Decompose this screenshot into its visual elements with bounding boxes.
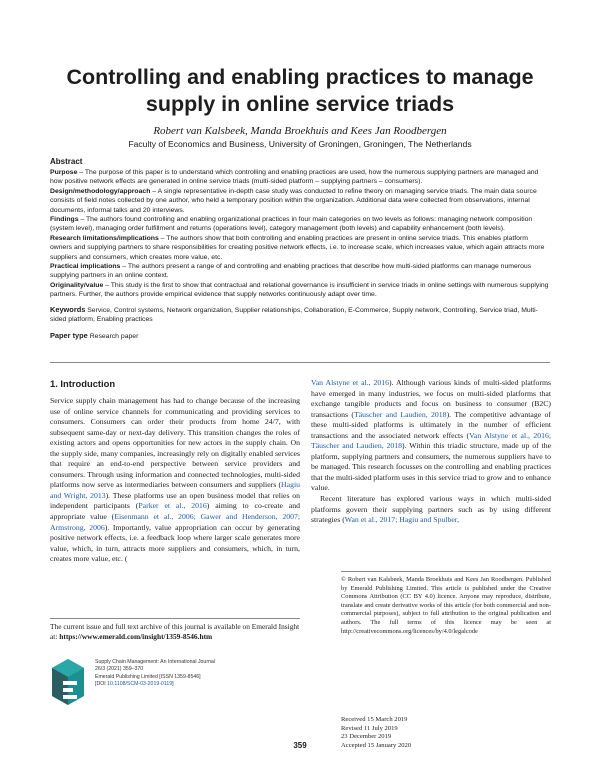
paper-type-label: Paper type — [50, 330, 88, 340]
license-notice — [341, 576, 551, 636]
emerald-logo-icon — [50, 657, 86, 707]
footnote-divider-left — [50, 618, 300, 619]
design-label: Design/methodology/approach — [50, 187, 151, 195]
keywords-label: Keywords — [50, 304, 86, 314]
design-text: – A single representative in-depth case study was conducted to refine theory on managing service triads. The main data source consists of field notes collected by one author, who held a temporary position within the organization. Additional data were collected from observations, internal documents, informal talks and 20 interviews. — [50, 187, 537, 214]
abstract-findings — [50, 215, 550, 234]
page-number: 359 — [293, 741, 307, 750]
abstract-heading: Abstract — [50, 157, 83, 166]
paper-type-text: Research paper — [87, 332, 139, 340]
author-affiliation: Faculty of Economics and Business, University of Groningen, Groningen, The Netherlands — [128, 139, 472, 149]
citation-link[interactable]: Eisenmann et al., 2006; Gawer and Henderson, 2007; Armstrong, 2006 — [50, 512, 300, 532]
text-run: ] — [172, 681, 174, 688]
section-heading-introduction: 1. Introduction — [50, 378, 116, 389]
abstract-purpose — [50, 168, 550, 187]
text-run: ). Importantly, value appropriation can occur by generating positive network effects, i.e. a feedback loop where larger scale generates more value, which, in turn, attracts more suppliers and consumers, which, in turn, creates more value, etc. ( — [50, 522, 300, 564]
body-column-left — [50, 378, 300, 565]
findings-text: – The authors found controlling and enabling organizational practices in four main categories on two levels as follows: managing network composition (system level), managing order fulfillment and returns (operations level), category management (both levels) and capability enhancement (both levels). — [50, 216, 533, 233]
citation-link[interactable]: Hagiu and Wright, 2013 — [50, 480, 300, 500]
doi-link[interactable]: 10.1108/SCM-03-2019-0119 — [107, 681, 173, 688]
citation-link[interactable]: Van Alstyne et al., 2016 — [311, 378, 389, 387]
intro-paragraph-2 — [311, 494, 551, 526]
purpose-label: Purpose — [50, 169, 78, 176]
text-run: ). Within this triadic structure, made up of the platform, supplying partners and consumers, the numerous suppliers have to be managed. This research focusses on the controlling and enabling practices that the multi-sided platform uses in this service triad to grow and to enhance value. — [311, 441, 552, 493]
text-run: ). These platforms use an open business model that relies on independent participants ( — [50, 490, 300, 511]
paper-type — [50, 331, 550, 341]
text-run: Service supply chain management has had to change because of the increasing use of online service channels for communicating and providing services to consumers. Consumers can order their products from home 24/7, with subsequent same-day or next-day delivery. This transition changes the roles of existing actors and opens opportunities for new actors in the supply chain. On the supply side, many companies, increasingly rely on digitally enabled services that require an end-to-end perspective between service providers and consumers. Through using information and connected technologies, multi-sided platforms now serve as intermediaries between consumers and suppliers ( — [50, 396, 300, 490]
findings-label: Findings — [50, 216, 79, 224]
purpose-text: – The purpose of this paper is to understand which controlling and enabling practices are used, how the numerous supplying partners are managed and how positive network effects are generated in online service triads (multi-sided platform – supplying partners – consumers). — [50, 169, 539, 186]
citation-link[interactable]: Parker et al., 2016 — [138, 501, 207, 511]
paper-title: Controlling and enabling practices to manage supply in online service triads — [66, 65, 534, 116]
abstract-divider — [50, 362, 550, 363]
citation-link[interactable]: Van Alstyne et al., 2016; Täuscher and Laudien, 2018 — [311, 430, 552, 451]
license-url-link[interactable]: http://creativecommons.org/licences/by/4.0/legalcode — [341, 627, 478, 635]
body-column-right — [311, 378, 551, 526]
originality-text: – This study is the first to show that contractual and relational governance is insufficient in service triads in online settings with numerous supplying partners. Further, the authors provide empirical evidence that supply networks continuously adapt over time. — [50, 281, 549, 299]
text-run: Recent literature has explored various ways in which multi-sided platforms govern their supplying partners such as by using different strategies ( — [311, 494, 551, 525]
text-run: ). The competitive advantage of these multi-sided platforms is ultimately in the number of efficient transactions and the associated network effects ( — [311, 409, 551, 440]
text-run: [DOI — [95, 681, 108, 688]
abstract-originality — [50, 281, 550, 300]
abstract-practical — [50, 262, 550, 281]
abstract — [50, 157, 550, 341]
received-date: Received 15 March 2019 — [341, 716, 408, 723]
journal-name: Supply Chain Management: An International Journal — [95, 659, 215, 665]
paper-authors: Robert van Kalsbeek, Manda Broekhuis and Kees Jan Roodbergen — [153, 125, 447, 137]
accepted-date: Accepted 15 January 2020 — [341, 741, 412, 749]
text-run: ) aiming to co-create and appropriate value ( — [50, 501, 300, 522]
limitations-text: – The authors show that both controlling and enabling practices are present in online service triads. This enables platform owners and supplying partners to share responsibilities for creating positive network effects, i.e. to increase scale, which increases value, which again attracts more suppliers and consumers, which creates more value, etc. — [50, 234, 545, 261]
journal-url-link[interactable]: https://www.emerald.com/insight/1359-8546.htm — [59, 632, 213, 641]
revised-date-2: 23 December 2019 — [341, 733, 392, 741]
keywords-text: Service, Control systems, Network organization, Supplier relationships, Collaboration, E-Commerce, Supply network, Controlling, Service triad, Multi-sided platform, Enabling practices — [50, 306, 538, 324]
text-run: ). Although various kinds of multi-sided platforms have emerged in many industries, we focus on multi-sided platforms that exchange tangible products and focus on business to consumer (B2C) transactions ( — [311, 378, 551, 419]
journal-volume: 26/3 (2021) 359–370 — [95, 666, 144, 673]
citation-link[interactable]: Wan et al., 2017; Hagiu and Spulber, — [344, 515, 460, 525]
originality-label: Originality/value — [50, 281, 104, 289]
journal-doi — [95, 681, 305, 688]
journal-issn: Emerald Publishing Limited [ISSN 1359-8546] — [95, 673, 201, 680]
license-divider — [341, 571, 551, 572]
practical-label: Practical implications — [50, 263, 121, 271]
journal-info — [95, 659, 305, 689]
intro-paragraph-1 — [50, 396, 300, 565]
text-run: The current issue and full text archive of this journal is available on Emerald Insight at: — [50, 622, 300, 641]
fulltext-notice — [50, 622, 300, 642]
abstract-design — [50, 187, 550, 215]
citation-link[interactable]: Täuscher and Laudien, 2018 — [353, 409, 447, 419]
keywords — [50, 305, 550, 325]
text-run: © Robert van Kalsbeek, Manda Broekhuis and Kees Jan Roodbergen. Published by Emerald Publishing Limited. This article is published under the Creative Commons Attribution (CC BY 4.0) licence. Anyone may reproduce, distribute, translate and create derivative works of this article (for both commercial and non-commercial purposes), subject to full attribution to the original publication and authors. The full terms of this licence may be seen at — [341, 576, 551, 626]
practical-text: – The authors present a range of and controlling and enabling practices that describe how multi-sided platforms can manage numerous supplying partners in an online context. — [50, 263, 532, 280]
intro-paragraph-1-continued — [311, 378, 551, 494]
abstract-limitations — [50, 234, 550, 262]
revised-date: Revised 11 July 2019 — [341, 724, 398, 732]
limitations-label: Research limitations/implications — [50, 234, 159, 242]
